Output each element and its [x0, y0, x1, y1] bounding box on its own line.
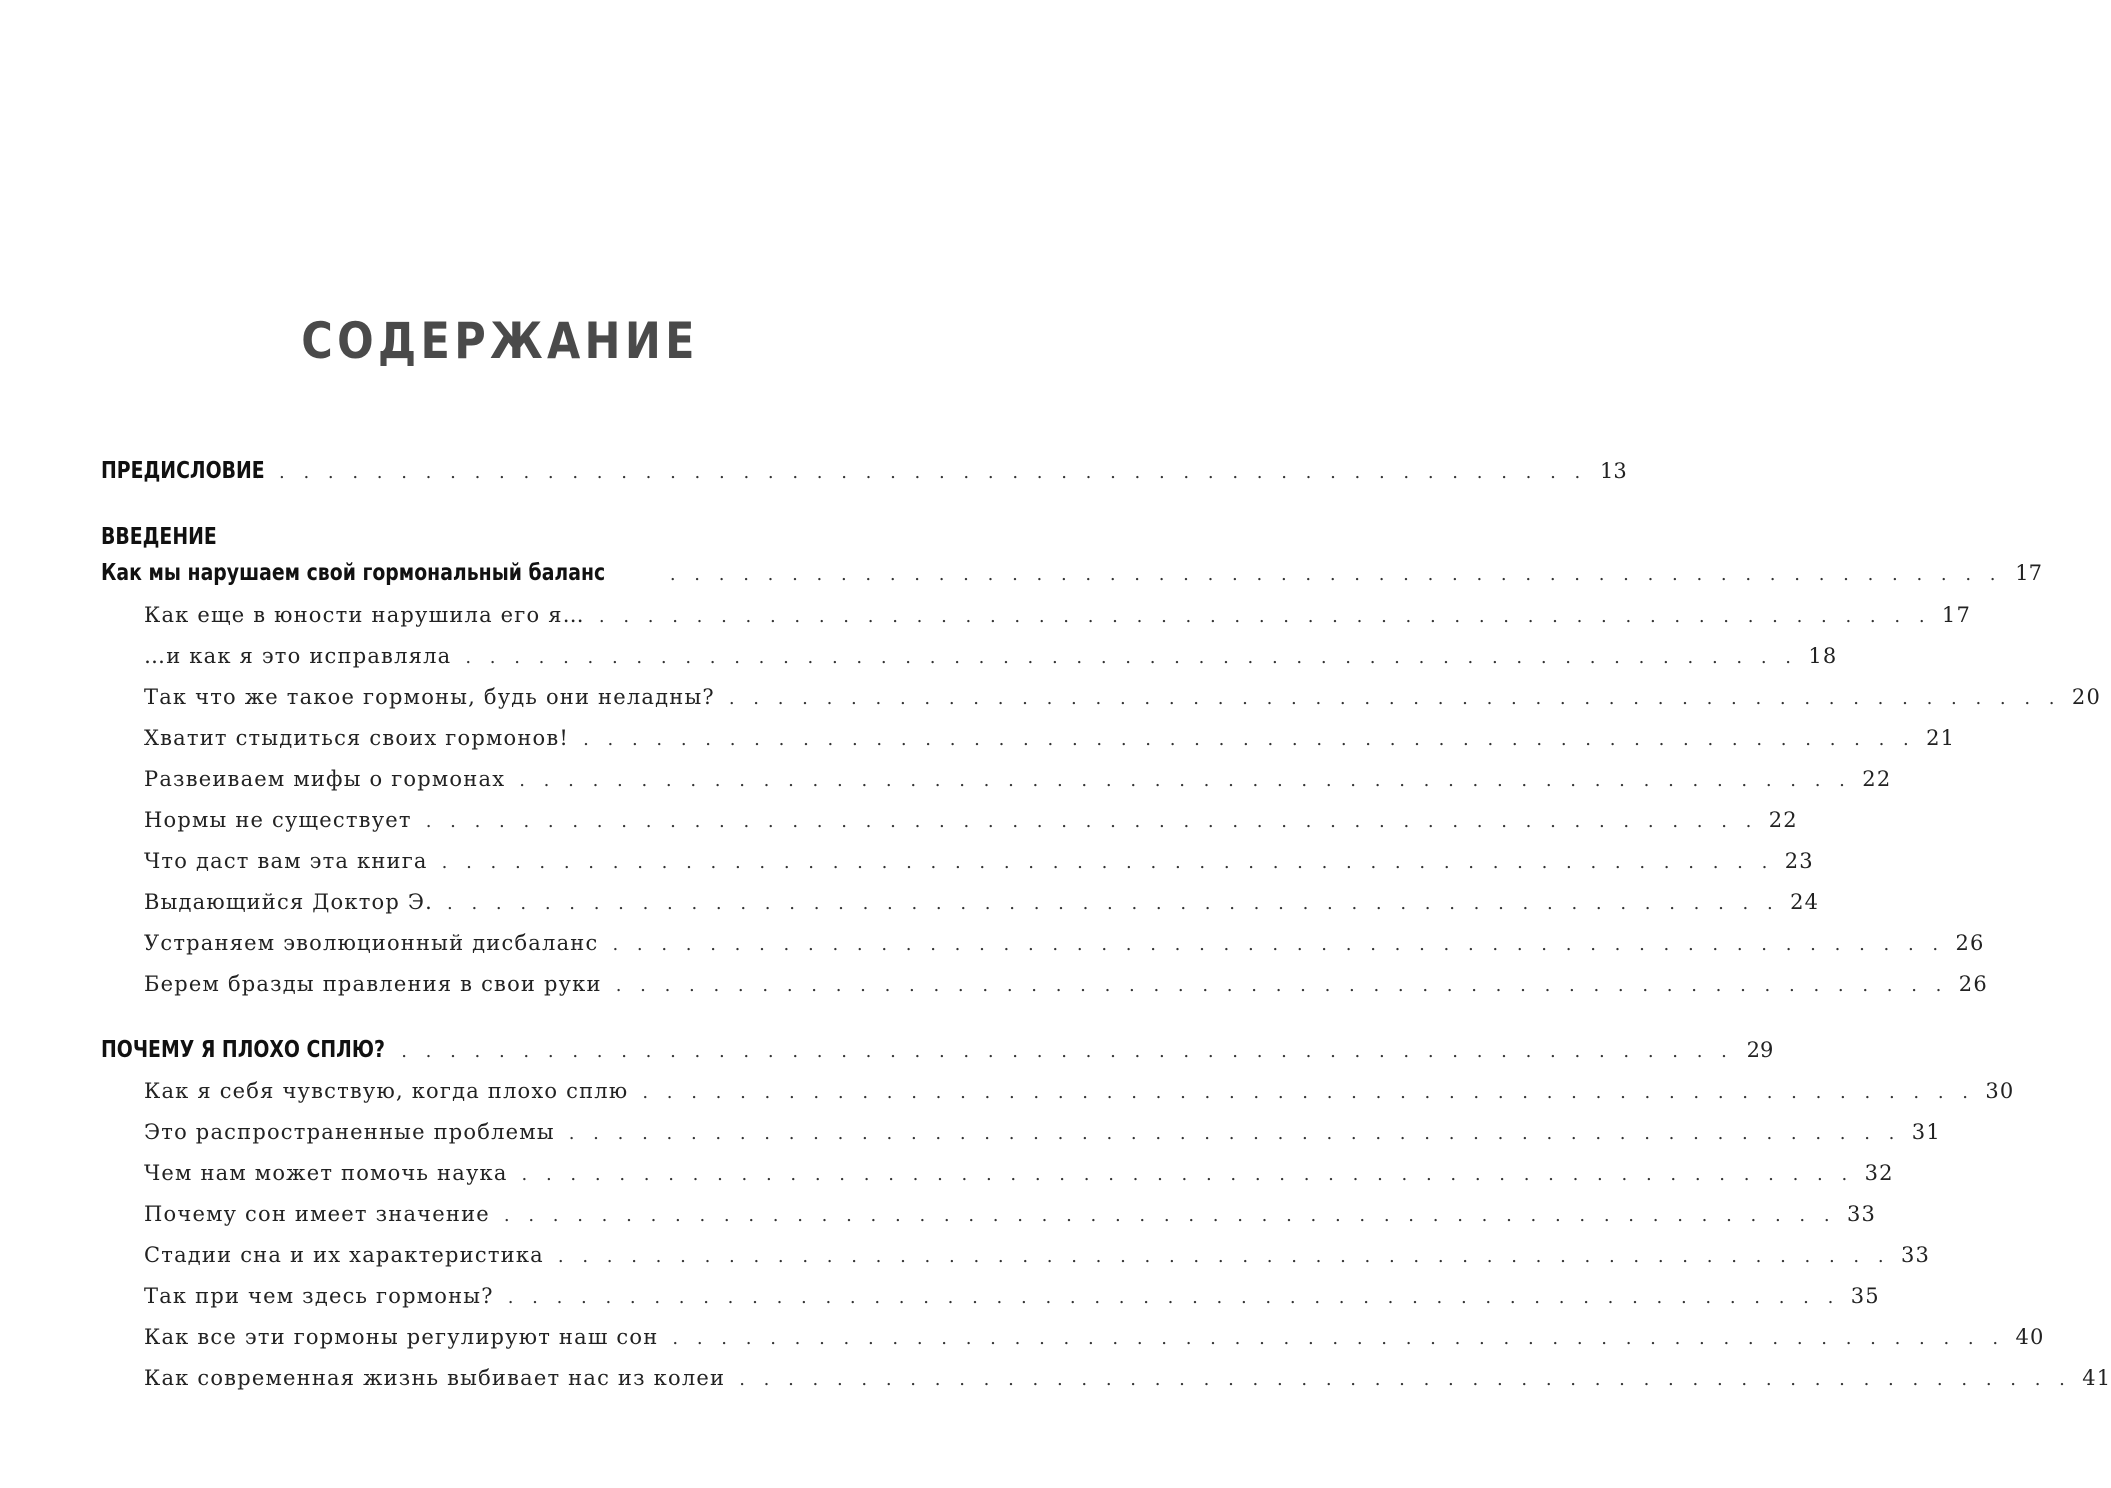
toc-page-number: 41	[2082, 1366, 2111, 1390]
dot-leader: . . . . . . . . . . . . . . . . . . . . . . . . . . . . . . . . . . . . . . . . . . . . . . . . . . . . . . .	[669, 564, 2003, 585]
dot-leader: . . . . . . . . . . . . . . . . . . . . . . . . . . . . . . . . . . . . . . . . . . . . . . . . . . . . . . .	[728, 688, 2062, 709]
dot-leader: . . . . . . . . . . . . . . . . . . . . . . . . . . . . . . . . . . . . . . . . . . . . . . . . . . . . . . .	[521, 1164, 1854, 1185]
toc-page-number: 26	[1958, 972, 1988, 996]
toc-entry-label: Это распространенные проблемы	[144, 1120, 555, 1144]
toc-entry-preface[interactable]	[101, 454, 1627, 488]
toc-entry-label: ПОЧЕМУ Я ПЛОХО СПЛЮ?	[101, 1037, 385, 1063]
toc-page-number: 33	[1846, 1202, 1877, 1226]
toc-subentry[interactable]	[144, 1238, 1931, 1272]
dot-leader: . . . . . . . . . . . . . . . . . . . . . . . . . . . . . . . . . . . . . . . . . . . . . . . . . . . . . . .	[557, 1246, 1891, 1267]
dot-leader: . . . . . . . . . . . . . . . . . . . . . . . . . . . . . . . . . . . . . . . . . . . . . . . . . . . . . . .	[425, 811, 1758, 832]
toc-entry-label: Хватит стыдиться своих гормонов!	[144, 726, 570, 750]
dot-leader: . . . . . . . . . . . . . . . . . . . . . . . . . . . . . . . . . . . . . . . . . . . . . . . . . . . . . . .	[612, 934, 1945, 955]
toc-page-number: 17	[2015, 561, 2043, 585]
dot-leader: . . . . . . . . . . . . . . . . . . . . . . . . . . . . . . . . . . . . . . . . . . . . . . . . . . . . . . .	[254, 462, 1587, 483]
dot-leader: . . . . . . . . . . . . . . . . . . . . . . . . . . . . . . . . . . . . . . . . . . . . . . . . . . . . . . .	[568, 1123, 1901, 1144]
dot-leader: . . . . . . . . . . . . . . . . . . . . . . . . . . . . . . . . . . . . . . . . . . . . . . . . . . . . . . .	[447, 893, 1780, 914]
toc-page-number: 22	[1768, 808, 1798, 832]
toc-entry-label: Почему сон имеет значение	[144, 1202, 490, 1226]
toc-subentry[interactable]	[144, 598, 1972, 632]
toc-subentry[interactable]	[144, 926, 1985, 960]
toc-page-number: 40	[2015, 1325, 2045, 1349]
toc-entry-label: Устраняем эволюционный дисбаланс	[144, 931, 599, 955]
toc-subentry[interactable]	[144, 680, 2102, 714]
toc-subentry[interactable]	[144, 1074, 2015, 1108]
dot-leader: . . . . . . . . . . . . . . . . . . . . . . . . . . . . . . . . . . . . . . . . . . . . . . . . . . . . . . .	[465, 647, 1798, 668]
toc-entry-intro[interactable]	[101, 556, 2043, 590]
toc-subentry[interactable]	[144, 639, 1838, 673]
toc-subentry[interactable]	[144, 1361, 2111, 1395]
toc-entry-label: Что даст вам эта книга	[144, 849, 428, 873]
toc-subentry[interactable]	[144, 762, 1892, 796]
toc-subentry[interactable]	[144, 1115, 1941, 1149]
toc-entry-label: Как еще в юности нарушила его я…	[144, 603, 585, 627]
dot-leader: . . . . . . . . . . . . . . . . . . . . . . . . . . . . . . . . . . . . . . . . . . . . . . . . . . . . . . .	[519, 770, 1852, 791]
toc-subentry[interactable]	[144, 844, 1814, 878]
toc-subentry[interactable]	[144, 803, 1798, 837]
toc-entry-label: Так при чем здесь гормоны?	[144, 1284, 494, 1308]
toc-page-number: 32	[1864, 1161, 1894, 1185]
dot-leader: . . . . . . . . . . . . . . . . . . . . . . . . . . . . . . . . . . . . . . . . . . . . . . . . . . . . . . .	[672, 1328, 2005, 1349]
toc-page-number: 31	[1911, 1120, 1941, 1144]
toc-page-number: 17	[1941, 603, 1972, 627]
toc-page-number: 21	[1926, 726, 1956, 750]
dot-leader: . . . . . . . . . . . . . . . . . . . . . . . . . . . . . . . . . . . . . . . . . . . . . . . . . . . . . . .	[503, 1205, 1837, 1226]
dot-leader: . . . . . . . . . . . . . . . . . . . . . . . . . . . . . . . . . . . . . . . . . . . . . . . . . . . . . . .	[401, 1041, 1734, 1062]
toc-subentry[interactable]	[144, 1279, 1880, 1313]
dot-leader: . . . . . . . . . . . . . . . . . . . . . . . . . . . . . . . . . . . . . . . . . . . . . . . . . . . . . . .	[615, 975, 1948, 996]
toc-subentry[interactable]	[144, 1156, 1894, 1190]
toc-entry-label: Чем нам может помочь наука	[144, 1161, 508, 1185]
toc-entry-label: Развеиваем мифы о гормонах	[144, 767, 506, 791]
dot-leader: . . . . . . . . . . . . . . . . . . . . . . . . . . . . . . . . . . . . . . . . . . . . . . . . . . . . . . .	[739, 1369, 2072, 1390]
dot-leader: . . . . . . . . . . . . . . . . . . . . . . . . . . . . . . . . . . . . . . . . . . . . . . . . . . . . . . .	[507, 1287, 1840, 1308]
toc-subentry[interactable]	[144, 885, 1820, 919]
toc-entry-label: Как я себя чувствую, когда плохо сплю	[144, 1079, 629, 1103]
toc-entry-label: Берем бразды правления в свои руки	[144, 972, 602, 996]
toc-page-number: 35	[1850, 1284, 1880, 1308]
toc-page-number: 33	[1900, 1243, 1931, 1267]
toc-page-number: 29	[1746, 1038, 1774, 1062]
toc-entry-label: ПРЕДИСЛОВИЕ	[101, 458, 265, 484]
dot-leader: . . . . . . . . . . . . . . . . . . . . . . . . . . . . . . . . . . . . . . . . . . . . . . . . . . . . . . .	[598, 606, 1932, 627]
toc-page-number: 26	[1955, 931, 1985, 955]
toc-entry-label: Как современная жизнь выбивает нас из колеи	[144, 1366, 726, 1390]
toc-subentry[interactable]	[144, 1197, 1877, 1231]
toc-entry-label: Выдающийся Доктор Э.	[144, 890, 434, 914]
toc-page-number: 20	[2071, 685, 2102, 709]
toc-entry-sleep[interactable]	[101, 1033, 1774, 1067]
toc-subentry[interactable]	[144, 1320, 2045, 1354]
toc-subentry[interactable]	[144, 967, 1988, 1001]
dot-leader: . . . . . . . . . . . . . . . . . . . . . . . . . . . . . . . . . . . . . . . . . . . . . . . . . . . . . . .	[583, 729, 1916, 750]
toc-entry-label: Как все эти гормоны регулируют наш сон	[144, 1325, 659, 1349]
page-title: СОДЕРЖАНИЕ	[301, 312, 699, 370]
toc-page-number: 23	[1784, 849, 1814, 873]
toc-subentry[interactable]	[144, 721, 1956, 755]
toc-entry-label: Нормы не существует	[144, 808, 412, 832]
toc-page-number: 22	[1862, 767, 1892, 791]
toc-entry-label: Стадии сна и их характеристика	[144, 1243, 544, 1267]
toc-entry-label: Как мы нарушаем свой гормональный баланс	[101, 560, 606, 586]
toc-entry-label: …и как я это исправляла	[144, 644, 452, 668]
toc-page-number: 30	[1985, 1079, 2015, 1103]
dot-leader: . . . . . . . . . . . . . . . . . . . . . . . . . . . . . . . . . . . . . . . . . . . . . . . . . . . . . . .	[642, 1082, 1975, 1103]
toc-entry-label: Так что же такое гормоны, будь они неладны?	[144, 685, 715, 709]
section-heading-intro: ВВЕДЕНИЕ	[101, 524, 217, 550]
toc-page-number: 18	[1808, 644, 1838, 668]
dot-leader: . . . . . . . . . . . . . . . . . . . . . . . . . . . . . . . . . . . . . . . . . . . . . . . . . . . . . . .	[441, 852, 1774, 873]
toc-page-number: 24	[1790, 890, 1820, 914]
toc-page-number: 13	[1600, 459, 1627, 483]
